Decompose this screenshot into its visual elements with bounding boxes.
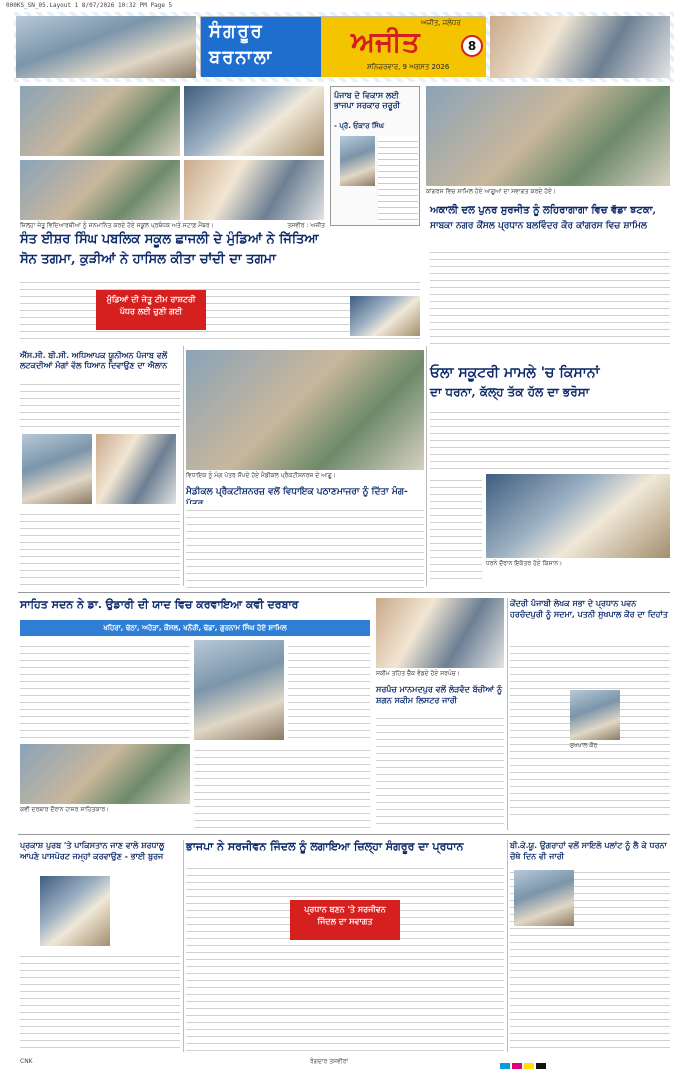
column-rule-4 — [507, 840, 508, 1052]
s10-portrait — [40, 876, 110, 946]
s1-headline-2: ਸੋਨ ਤਗਮਾ, ਕੁੜੀਆਂ ਨੇ ਹਾਸਿਲ ਕੀਤਾ ਚਾਂਦੀ ਦਾ ਤਗਮਾ — [20, 252, 276, 267]
s6-caption: ਧਰਨੇ ਦੌਰਾਨ ਇਕੱਤਰ ਹੋਏ ਕਿਸਾਨ। — [486, 560, 563, 567]
s1-inset-photo — [350, 296, 420, 336]
photo-s1-d — [184, 160, 324, 220]
edition-name — [201, 17, 321, 77]
footer-center: ਰੰਗਦਾਰ ਤਸਵੀਰਾਂ — [310, 1058, 349, 1065]
s5-photo — [186, 350, 424, 470]
s7-photo-a — [194, 640, 284, 740]
s8-body — [376, 712, 504, 828]
s4-body — [20, 378, 180, 430]
s8-caption: ਸਕੀਮ ਤਹਿਤ ਚੈੱਕ ਵੰਡਦੇ ਹੋਏ ਸਰਪੰਚ। — [376, 670, 460, 677]
paper-logo — [321, 17, 486, 77]
photo-s1-c — [20, 160, 180, 220]
s7-caption: ਕਵੀ ਦਰਬਾਰ ਦੌਰਾਨ ਹਾਜ਼ਰ ਸਾਹਿਤਕਾਰ। — [20, 806, 110, 813]
s7-subhead: ਖਹਿਰਾ, ਢੱਠਾ, ਅਹੋੜਾ, ਕੌਂਸਲ, ਖਨੌਰੀ, ਢੱਡਾ, ਗੁਰਨਾਮ ਸਿੰਘ ਹੋਏ ਸ਼ਾਮਿਲ — [20, 620, 370, 636]
s4-headline: ਐੱਸ.ਸੀ. ਬੀ.ਸੀ. ਅਧਿਆਪਕ ਯੂਨੀਅਨ ਪੰਜਾਬ ਵਲੋਂ ਲਟਕਦੀਆਂ ਮੰਗਾਂ ਵੱਲ ਧਿਆਨ ਦਿਵਾਉਣ ਦਾ ਐਲਾਨ — [20, 350, 168, 370]
s3-caption: ਕਾਂਗਰਸ ਵਿਚ ਸ਼ਾਮਿਲ ਹੋਏ ਆਗੂਆਂ ਦਾ ਸਵਾਗਤ ਕਰਦੇ ਹੋਏ। — [426, 188, 556, 195]
s12-headline: ਬੀ.ਕੇ.ਯੂ. ਉਗਰਾਹਾਂ ਵਲੋਂ ਸਾਇਲੋ ਪਲਾਂਟ ਨੂੰ ਲੈ ਕੇ ਧਰਨਾ ਚੌਥੇ ਦਿਨ ਵੀ ਜਾਰੀ — [510, 840, 667, 861]
column-rule-1 — [183, 346, 184, 586]
masthead — [200, 16, 485, 76]
s10-body — [20, 950, 180, 1050]
footer-left: CNK — [20, 1058, 33, 1065]
section-divider — [18, 592, 670, 593]
print-line: 000KS_SN_05.Layout 1 8/07/2026 10:32 PM Page 5 — [6, 2, 173, 9]
column-rule-3 — [507, 598, 508, 830]
s9-headline: ਕੇਂਦਰੀ ਪੰਜਾਬੀ ਲੇਖਕ ਸਭਾ ਦੇ ਪ੍ਰਧਾਨ ਪਵਨ ਹਰਚੰਦਪੁਰੀ ਨੂੰ ਸਦਮਾ, ਪਤਨੀ ਸੁਖਪਾਲ ਕੌਰ ਦਾ ਦਿਹਾਂਤ — [510, 598, 668, 619]
s2-body — [378, 136, 418, 222]
registration-magenta — [512, 1063, 522, 1069]
registration-cyan — [500, 1063, 510, 1069]
s6-body — [430, 406, 670, 470]
photo-s1-b — [184, 86, 324, 156]
column-rule-2 — [426, 346, 427, 586]
s8-photo — [376, 598, 504, 668]
s5-body — [186, 504, 424, 588]
s5-headline: ਮੈਡੀਕਲ ਪ੍ਰੈਕਟੀਸ਼ਨਰਜ਼ ਵਲੋਂ ਵਿਧਾਇਕ ਪਠਾਣਮਾਜਰਾ ਨੂੰ ਦਿੱਤਾ ਮੰਗ- — [186, 487, 408, 497]
s2-portrait — [340, 136, 375, 186]
s5-caption: ਵਿਧਾਇਕ ਨੂੰ ਮੰਗ ਪੱਤਰ ਸੌਂਪਦੇ ਹੋਏ ਮੈਡੀਕਲ ਪ੍ਰੈਕਟੀਸ਼ਨਰਜ਼ ਦੇ ਆਗੂ। — [186, 472, 336, 479]
s6-headline-2: ਦਾ ਧਰਨਾ, ਕੱਲ੍ਹ ਤੱਕ ਹੱਲ ਦਾ ਭਰੋਸਾ — [430, 385, 590, 399]
tagline: ਅਜੀਤ, ਜਲੰਧਰ — [421, 19, 461, 27]
s7-body-3 — [194, 744, 370, 828]
s3-headline-1: ਅਕਾਲੀ ਦਲ ਪੁਨਰ ਸੁਰਜੀਤ ਨੂੰ ਲਹਿਰਾਗਾਗਾ ਵਿਚ ਵੱਡਾ ਝਟਕਾ, — [430, 205, 657, 216]
registration-black — [536, 1063, 546, 1069]
s11-body — [186, 862, 504, 1052]
s7-photo-b — [20, 744, 190, 804]
s6-photo — [486, 474, 670, 558]
s4-photo-a — [22, 434, 92, 504]
s12-photo — [514, 870, 574, 926]
registration-yellow — [524, 1063, 534, 1069]
s3-headline-2: ਸਾਬਕਾ ਨਗਰ ਕੌਂਸਲ ਪ੍ਰਧਾਨ ਬਲਵਿੰਦਰ ਕੌਰ ਕਾਂਗਰਸ ਵਿਚ ਸ਼ਾਮਿਲ — [430, 221, 647, 231]
photo-top-right — [490, 16, 670, 78]
s4-body-2 — [20, 508, 180, 588]
photo-s1-a — [20, 86, 180, 156]
s9-portrait — [570, 690, 620, 740]
s7-body — [20, 640, 190, 740]
s2-headline: ਪੰਜਾਬ ਦੇ ਵਿਕਾਸ ਲਈ ਭਾਜਪਾ ਸਰਕਾਰ ਜ਼ਰੂਰੀ — [334, 90, 400, 110]
edition-line1: ਸੰਗਰੂਰ — [209, 21, 264, 42]
photo-top-left — [16, 16, 196, 78]
section-divider-2 — [18, 834, 670, 835]
s4-photo-b — [96, 434, 176, 504]
s11-redbox: ਪ੍ਰਧਾਨ ਬਣਨ 'ਤੇ ਸਰਜੀਵਨ ਜਿੰਦਲ ਦਾ ਸਵਾਗਤ — [290, 900, 400, 940]
s10-headline: ਪ੍ਰਕਾਸ਼ ਪੁਰਬ 'ਤੇ ਪਾਕਿਸਤਾਨ ਜਾਣ ਵਾਲੇ ਸ਼ਰਧਾਲੂ ਆਪਣੇ ਪਾਸਪੋਰਟ ਜਮ੍ਹਾਂ ਕਰਵਾਉਣ - ਭਾਈ ਬੁਰਜ — [20, 840, 165, 861]
s1-caption: ਜ਼ਿਲ੍ਹਾ ਜੇਤੂ ਵਿਦਿਆਰਥੀਆਂ ਨੂੰ ਸਨਮਾਨਿਤ ਕਰਦੇ ਹੋਏ ਸਕੂਲ ਪ੍ਰਬੰਧਕ ਅਤੇ ਸਟਾਫ਼ ਮੈਂਬਰ। — [20, 222, 214, 229]
s3-body — [430, 246, 670, 346]
edition-line2: ਬਰਨਾਲਾ — [209, 47, 274, 68]
s2-byline: - ਪ੍ਰੋ. ਓਂਕਾਰ ਸਿੰਘ — [334, 122, 384, 130]
s1-redbox: ਮੁੰਡਿਆਂ ਦੀ ਜੇਤੂ ਟੀਮ ਰਾਸ਼ਟਰੀ ਪੱਧਰ ਲਈ ਚੁਣੀ ਗਈ — [96, 290, 206, 330]
s9-caption: ਸੁਖਪਾਲ ਕੌਰ — [570, 742, 598, 749]
s6-headline-1: ਓਲਾ ਸਕੂਟਰੀ ਮਾਮਲੇ 'ਚ ਕਿਸਾਨਾਂ — [430, 365, 600, 381]
paper-name: ਅਜੀਤ — [351, 25, 420, 58]
column-rule-5 — [183, 840, 184, 1052]
s1-headline-1: ਸੰਤ ਈਸ਼ਰ ਸਿੰਘ ਪਬਲਿਕ ਸਕੂਲ ਛਾਜਲੀ ਦੇ ਮੁੰਡਿਆਂ ਨੇ ਜਿੱਤਿਆ — [20, 232, 319, 247]
s11-headline: ਭਾਜਪਾ ਨੇ ਸਰਜੀਵਨ ਜਿੰਦਲ ਨੂੰ ਲਗਾਇਆ ਜ਼ਿਲ੍ਹਾ ਸੰਗਰੂਰ ਦਾ ਪ੍ਰਧਾਨ — [186, 840, 464, 853]
s8-headline: ਸਰਪੰਚ ਮਾਨਮਦਪੁਰ ਵਲੋਂ ਲੋੜਵੰਦ ਬੱਚੀਆਂ ਨੂੰ ਸ਼ਗਨ ਸਕੀਮ ਲਿਸਟਰ ਜਾਰੀ — [376, 684, 503, 705]
s6-body-2 — [430, 474, 482, 584]
issue-date: ਸ਼ਨਿਚਰਵਾਰ, 9 ਅਗਸਤ 2026 — [367, 63, 450, 71]
page-number: 8 — [461, 35, 483, 57]
s7-body-2 — [288, 640, 370, 740]
photo-s3 — [426, 86, 670, 186]
s1-credit: ਤਸਵੀਰ : ਅਜੀਤ — [287, 222, 325, 229]
s7-headline: ਸਾਹਿਤ ਸਦਨ ਨੇ ਡਾ. ਉਡਾਰੀ ਦੀ ਯਾਦ ਵਿਚ ਕਰਵਾਇਆ ਕਵੀ ਦਰਬਾਰ — [20, 598, 299, 611]
